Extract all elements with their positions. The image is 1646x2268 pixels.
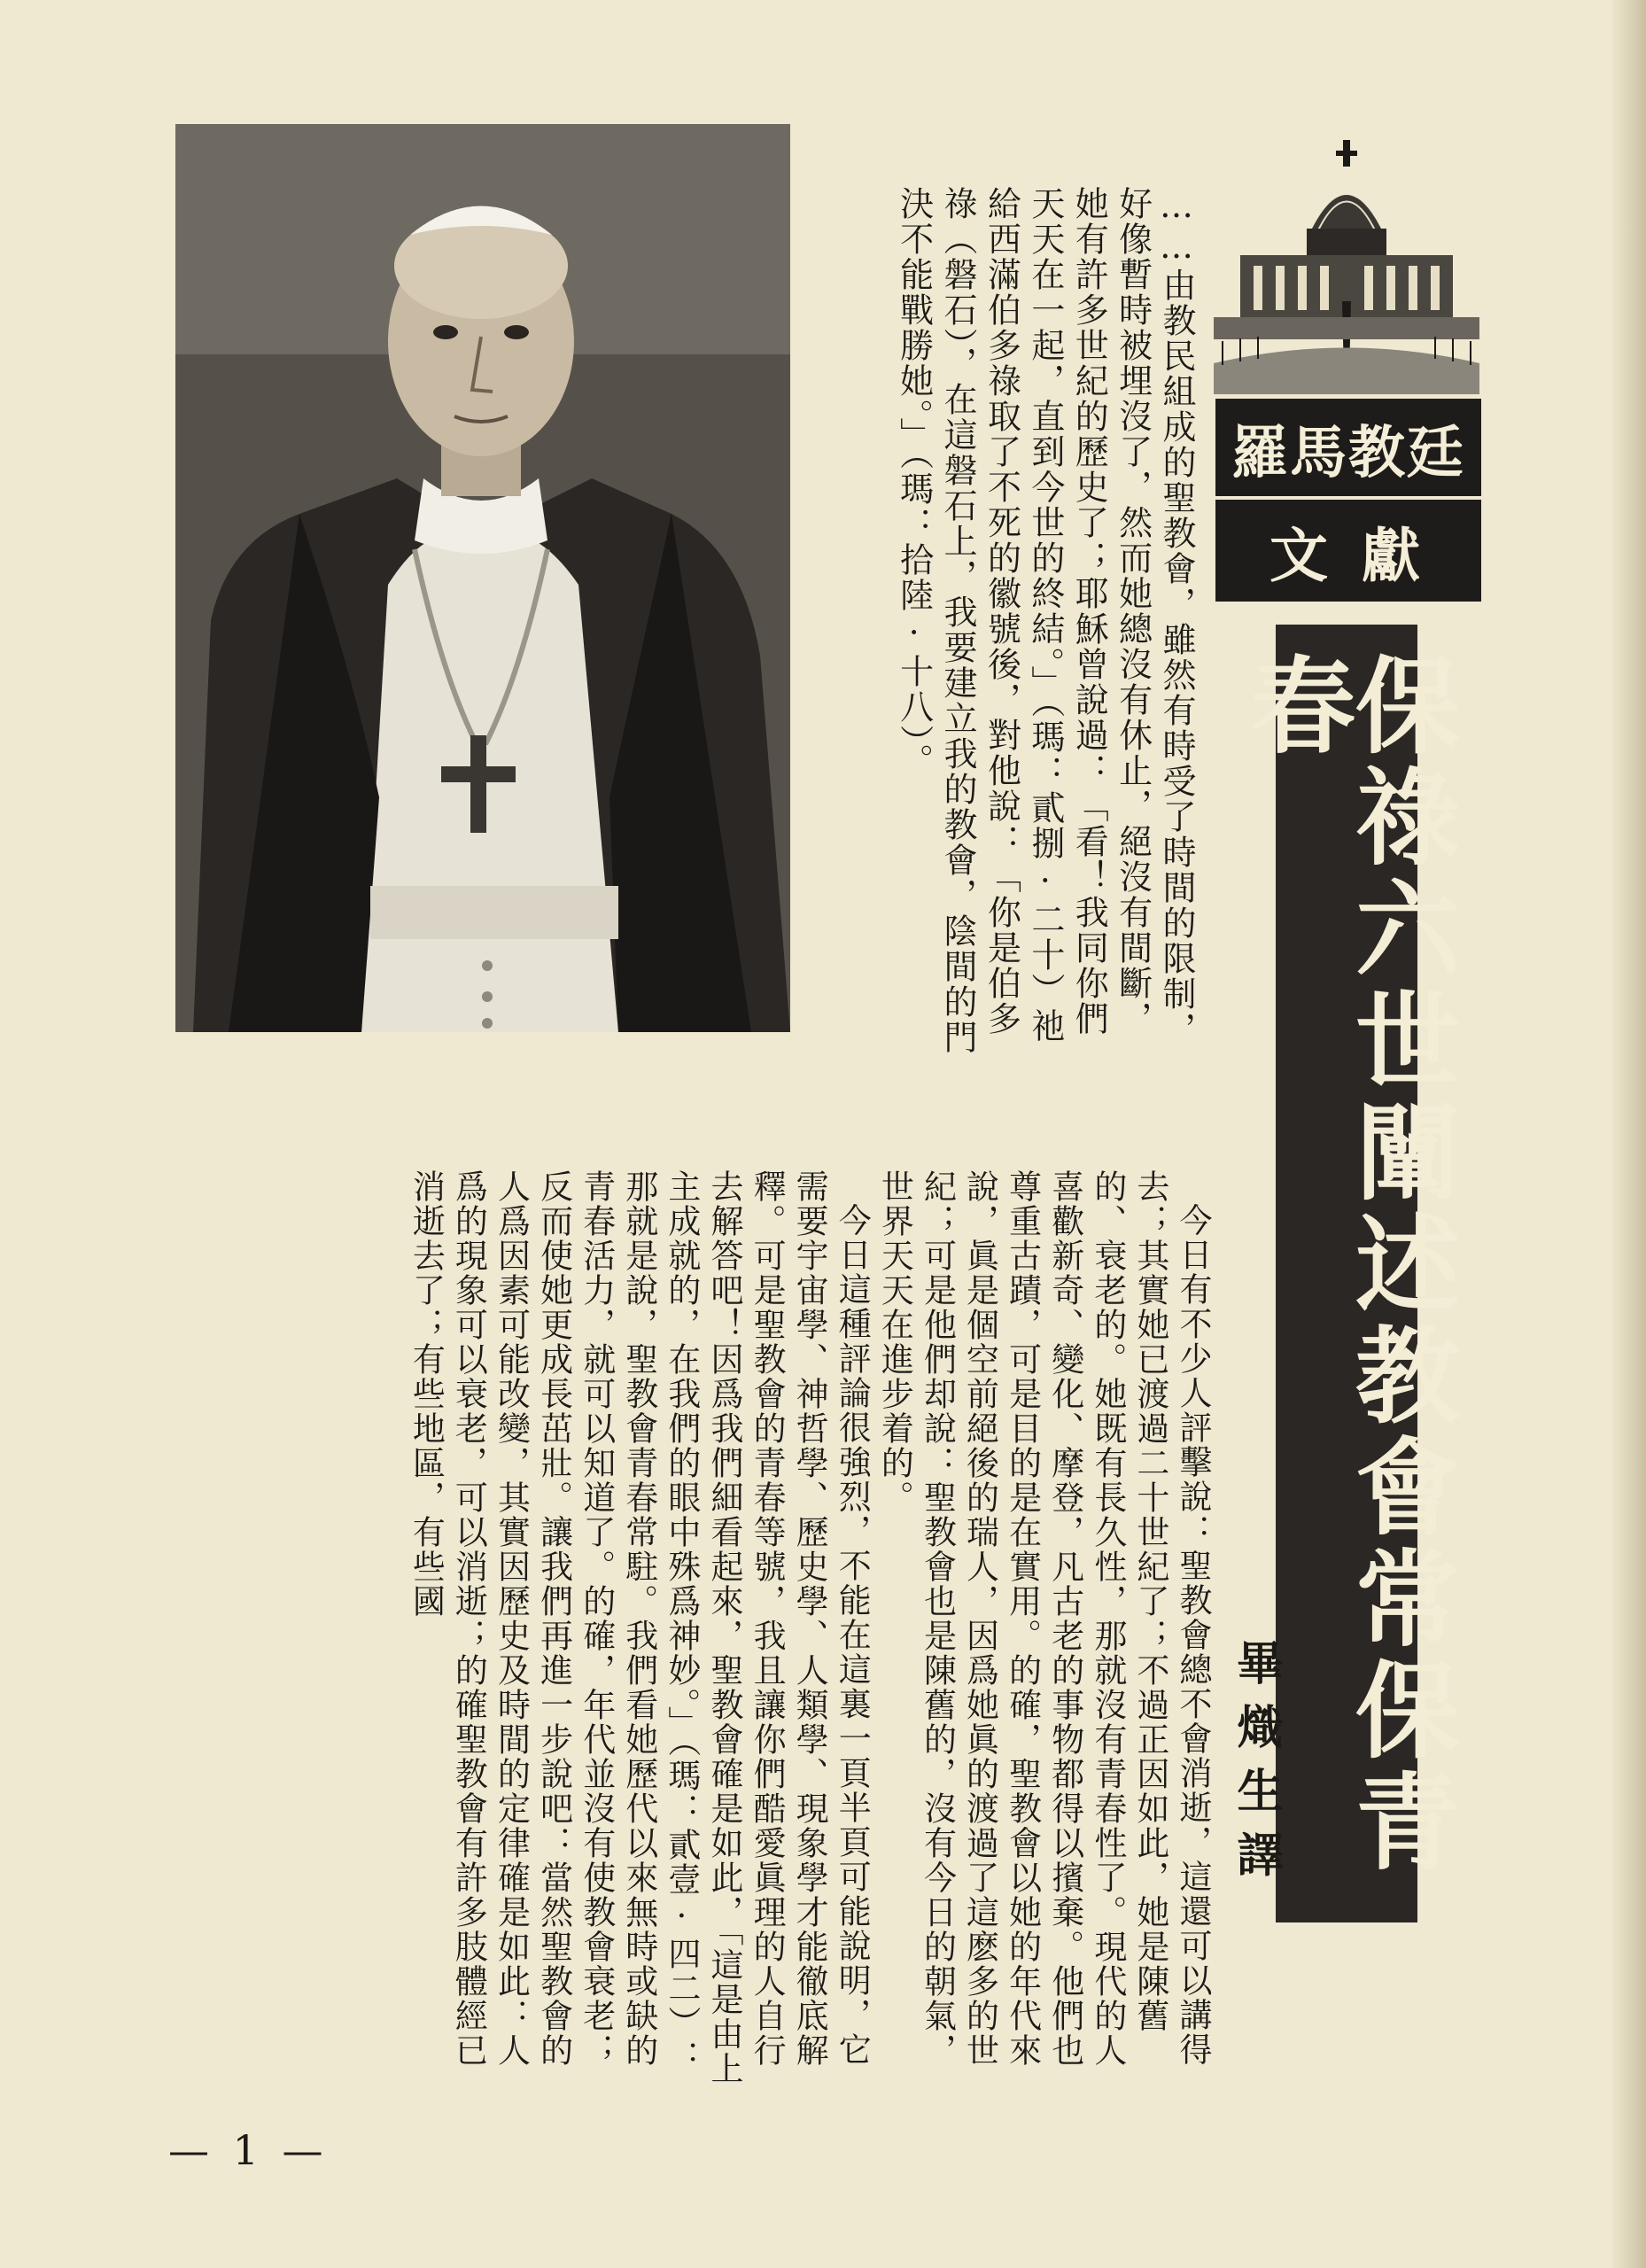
section-banner [1215, 399, 1481, 602]
intro-passage [826, 186, 1198, 1063]
st-peters-basilica-icon [1214, 133, 1479, 394]
intro-paragraph: ……由教民組成的聖教會，雖然有時受了時間的限制，好像暫時被埋沒了，然而她總沒有休止，絕沒有間斷，她有許多世紀的歷史了；耶穌曾說過：「看！我同你們天天在一起，直到今世的終結。」（瑪：貳捌·二十）祂給西滿伯多祿取了不死的徽號後，對他說：「你是伯多祿（磐石），在這磐石上，我要建立我的教會，陰間的門決不能戰勝她。」（瑪：拾陸·十八）。 [894, 186, 1196, 1055]
article-body [151, 1169, 1214, 2091]
page-number: — 1 — [168, 2126, 329, 2174]
page-edge [1612, 0, 1646, 2268]
banner-line-documents: 文獻 [1269, 522, 1454, 590]
body-paragraph: 今日有不少人評擊說：聖教會總不會消逝，這還可以講得去；其實她已渡過二十世紀了；不過正因如此，她是陳舊的、衰老的。她既有長久性，那就沒有青春性了。現代的人喜歡新奇、變化、摩登，凡古老的事物都得以擯棄。他們也尊重古蹟，可是目的是在實用。的確，聖教會以她的年代來說，眞是個空前絕後的瑞人，因爲她眞的渡過了這麽多的世紀；可是他們却說：聖教會也是陳舊的，沒有今日的朝氣，世界天天在進步着的。 [875, 1169, 1212, 2068]
article-author: 畢熾生譯 [1229, 1639, 1282, 1894]
body-paragraph: 今日這種評論很強烈，不能在這裏一頁半頁可能說明，它需要宇宙學、神哲學、歷史學、人類學、現象學才能徹底解釋。可是聖教會的青春等號，我且讓你們酷愛眞理的人自行去解答吧！因爲我們細看起來，聖教會確是如此，「這是由上主成就的，在我們的眼中殊爲神妙。」（瑪：貳壹·四二）：那就是說，聖教會青春常駐。我們看她歷代以來無時或缺的青春活力，就可以知道了。的確，年代並沒有使教會衰老；反而使她更成長茁壯。讓我們再進一步說吧：當然聖教會的人爲因素可能改變，其實因歷史及時間的定律確是如此：人爲的現象可以衰老，可以消逝；的確聖教會有許多肢體經已消逝去了；有些地區，有些國 [407, 1169, 872, 2086]
pope-portrait-photo [175, 124, 790, 1032]
article-title: 保祿六世闡述教會常保青春 [1233, 651, 1460, 1879]
banner-line-roman-curia: 羅馬教廷 [1215, 399, 1481, 500]
portrait-illustration [175, 124, 790, 1032]
